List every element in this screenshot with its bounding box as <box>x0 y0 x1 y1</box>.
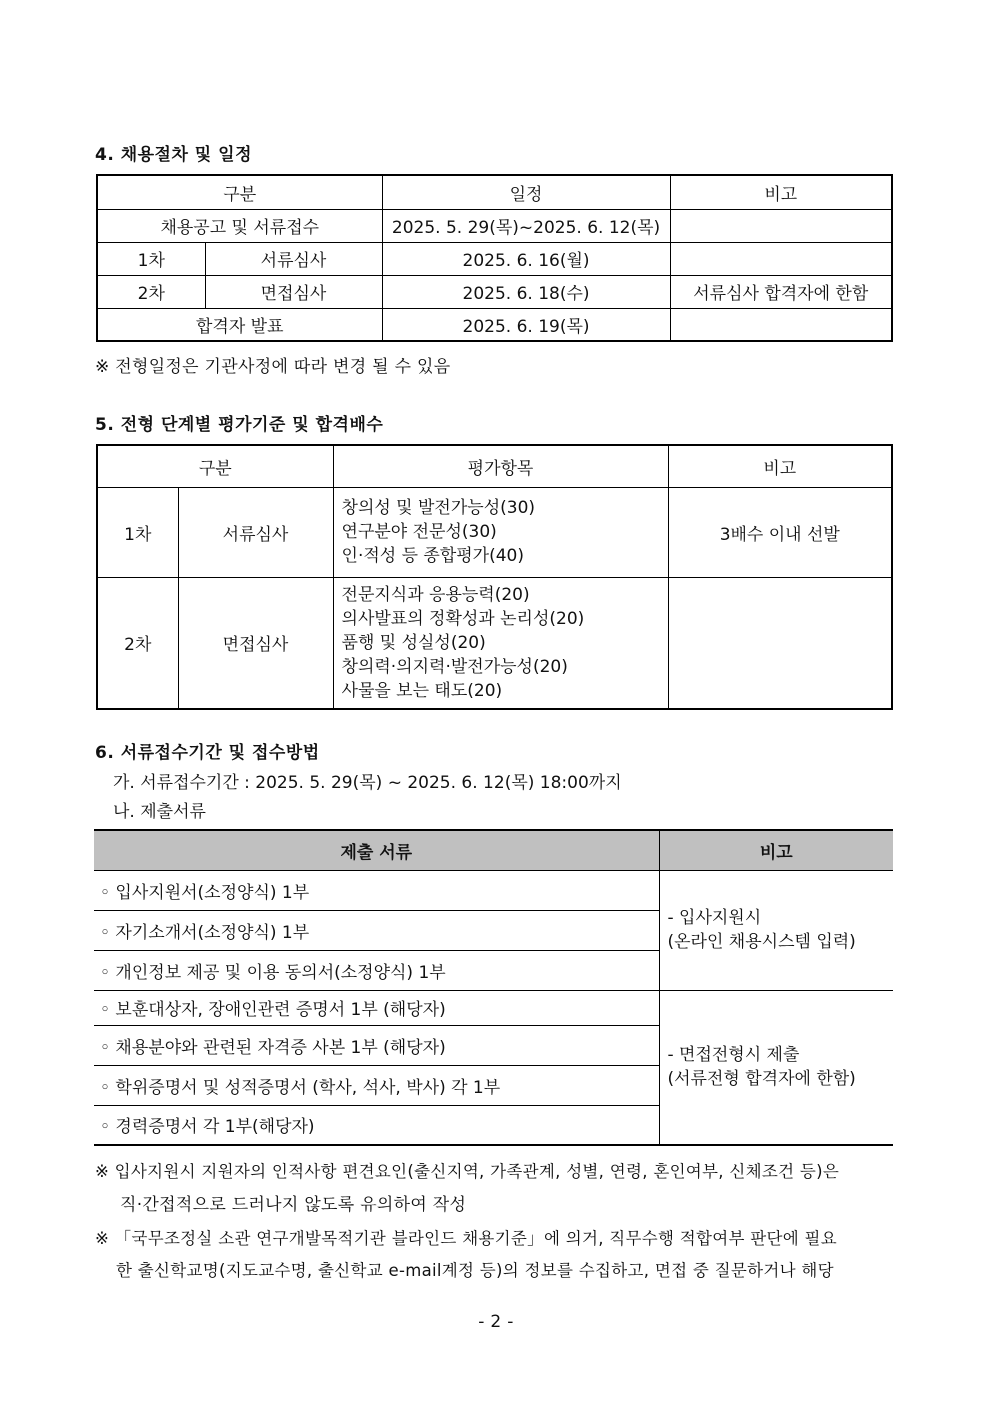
table-row <box>94 870 893 910</box>
date-cell: 2025. 6. 19(목) <box>382 308 670 341</box>
criteria-item: 사물을 보는 태도(20) <box>341 680 503 701</box>
note-blind: ※ 「국무조정실 소관 연구개발목적기관 블라인드 채용기준」에 의거, 직무수행 적합여부 판단에 필요 <box>95 1229 838 1248</box>
date-cell: 2025. 5. 29(목)~2025. 6. 12(목) <box>382 209 670 242</box>
section4-title: 4. 채용절차 및 일정 <box>95 145 252 165</box>
header-documents: 제출 서류 <box>94 830 659 870</box>
remark-cell: 3배수 이내 선발 <box>668 487 892 577</box>
criteria-item: 의사발표의 정확성과 논리성(20) <box>341 608 585 629</box>
schedule-table <box>96 174 893 342</box>
round-cell: 2차 <box>97 275 205 308</box>
header-schedule: 일정 <box>382 175 670 209</box>
remark-cell <box>668 577 892 709</box>
stage-cell: 합격자 발표 <box>97 308 382 341</box>
document-item: ◦ 채용분야와 관련된 자격증 사본 1부 (해당자) <box>94 1025 659 1065</box>
schedule-footnote: ※ 전형일정은 기관사정에 따라 변경 될 수 있음 <box>95 357 451 377</box>
remark-cell: 서류심사 합격자에 한함 <box>670 275 892 308</box>
stage-cell: 면접심사 <box>205 275 382 308</box>
remark-cell <box>670 209 892 242</box>
table-row <box>97 275 892 308</box>
date-cell: 2025. 6. 18(수) <box>382 275 670 308</box>
remark-line: (서류전형 합격자에 한함) <box>667 1069 856 1090</box>
date-cell: 2025. 6. 16(월) <box>382 242 670 275</box>
remark-line: (온라인 채용시스템 입력) <box>667 932 856 952</box>
document-item: ◦ 보훈대상자, 장애인관련 증명서 1부 (해당자) <box>94 990 659 1025</box>
document-item: ◦ 경력증명서 각 1부(해당자) <box>94 1105 659 1145</box>
criteria-item: 인·적성 등 종합평가(40) <box>341 546 524 566</box>
document-item: ◦ 학위증명서 및 성적증명서 (학사, 석사, 박사) 각 1부 <box>94 1065 659 1105</box>
remark-interview <box>659 990 893 1145</box>
remark-line: - 입사지원시 <box>667 908 762 928</box>
page-number: - 2 - <box>478 1312 514 1332</box>
header-category: 구분 <box>97 445 333 487</box>
remark-cell <box>670 242 892 275</box>
criteria-cell <box>333 577 668 709</box>
criteria-item: 창의성 및 발전가능성(30) <box>341 498 536 518</box>
criteria-item: 품행 및 성실성(20) <box>341 632 486 653</box>
section5-title: 5. 전형 단계별 평가기준 및 합격배수 <box>95 415 384 435</box>
required-docs-label: 나. 제출서류 <box>113 802 206 822</box>
section6-title: 6. 서류접수기간 및 접수방법 <box>95 743 320 763</box>
header-remark: 비고 <box>668 445 892 487</box>
document-item: ◦ 자기소개서(소정양식) 1부 <box>94 910 659 950</box>
note-bias: ※ 입사지원시 지원자의 인적사항 편견요인(출신지역, 가족관계, 성별, 연령, 혼인여부, 신체조건 등)은 <box>95 1162 840 1181</box>
stage-cell: 채용공고 및 서류접수 <box>97 209 382 242</box>
table-row <box>97 308 892 341</box>
criteria-item: 전문지식과 응용능력(20) <box>341 584 530 605</box>
table-row <box>94 990 893 1025</box>
submission-period: 가. 서류접수기간 : 2025. 5. 29(목) ~ 2025. 6. 12(목) 18:00까지 <box>113 773 622 793</box>
note-blind-cont: 한 출신학교명(지도교수명, 출신학교 e-mail계정 등)의 정보를 수집하고, 면접 중 질문하거나 해당 <box>116 1261 834 1280</box>
header-category: 구분 <box>97 175 382 209</box>
documents-table <box>94 829 893 1146</box>
stage-cell: 면접심사 <box>178 577 333 709</box>
header-remark: 비고 <box>670 175 892 209</box>
round-cell: 1차 <box>97 242 205 275</box>
remark-online <box>659 870 893 990</box>
round-cell: 2차 <box>97 577 178 709</box>
round-cell: 1차 <box>97 487 178 577</box>
document-item: ◦ 개인정보 제공 및 이용 동의서(소정양식) 1부 <box>94 950 659 990</box>
table-row <box>97 242 892 275</box>
criteria-item: 창의력·의지력·발전가능성(20) <box>341 656 568 677</box>
table-row <box>97 577 892 709</box>
table-row <box>97 209 892 242</box>
criteria-cell <box>333 487 668 577</box>
remark-cell <box>670 308 892 341</box>
header-remark: 비고 <box>659 830 893 870</box>
document-item: ◦ 입사지원서(소정양식) 1부 <box>94 870 659 910</box>
remark-line: - 면접전형시 제출 <box>667 1045 800 1066</box>
header-criteria: 평가항목 <box>333 445 668 487</box>
stage-cell: 서류심사 <box>178 487 333 577</box>
criteria-item: 연구분야 전문성(30) <box>341 522 497 542</box>
note-bias-cont: 직·간접적으로 드러나지 않도록 유의하여 작성 <box>120 1195 467 1215</box>
stage-cell: 서류심사 <box>205 242 382 275</box>
evaluation-table <box>96 444 893 710</box>
table-row <box>97 487 892 577</box>
